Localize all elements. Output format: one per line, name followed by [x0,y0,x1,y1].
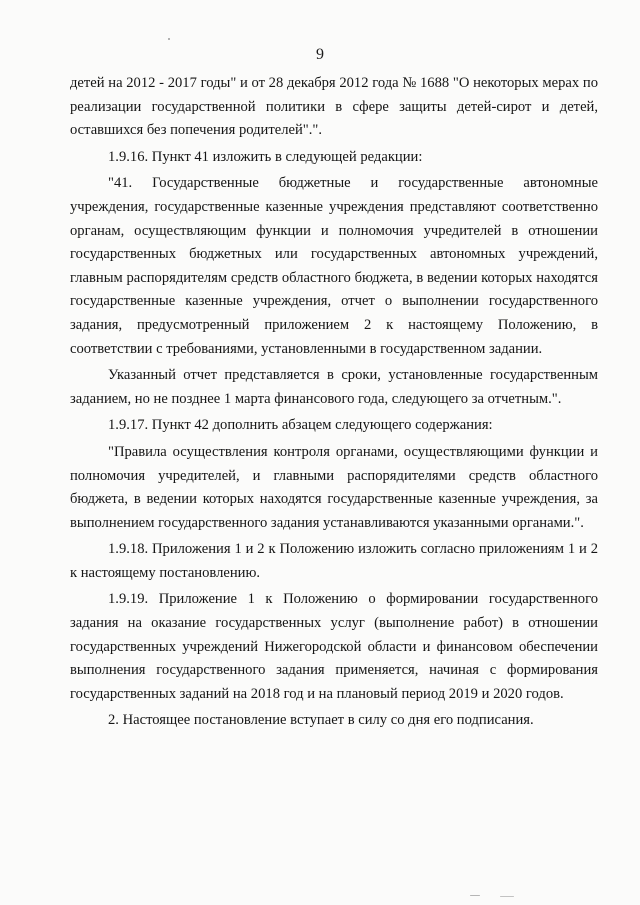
scan-speck [470,895,480,896]
page-number: 9 [316,46,324,63]
paragraph-effective-date: 2. Настоящее постановление вступает в силу со дня его подписания. [108,712,534,729]
paragraph-item-1-9-16: 1.9.16. Пункт 41 изложить в следующей редакции: [108,148,423,165]
paragraph-report-deadline: Указанный отчет представляется в сроки, установленные государственным заданием, но не позднее 1 марта финансового года, следующего за отчетным.". [70,367,598,407]
scan-speck [500,896,514,897]
paragraph-continuation: детей на 2012 - 2017 годы" и от 28 декабря 2012 года № 1688 "О некоторых мерах по реализации государственной политики в сфере защиты детей-сирот и детей, оставшихся без попечения родителей".". [70,75,598,139]
document-body [70,72,598,733]
paragraph-item-1-9-19: 1.9.19. Приложение 1 к Положению о формировании государственного задания на оказание государственных услуг (выполнение работ) в отношении государственных учреждений Нижегородской области и финансовом обеспечении выполнения государственного задания применяется, начиная с формирования государственных заданий на 2018 год и на плановый период 2019 и 2020 годов. [70,591,598,702]
paragraph-clause-41: "41. Государственные бюджетные и государственные автономные учреждения, государственные казенные учреждения представляют соответственно органам, осуществляющим функции и полномочия учредителей в отношении государственных бюджетных или государственных автономных учреждений, главным распорядителям средств областного бюджета, в ведении которых находятся государственные казенные учреждения, отчет о выполнении государственного задания, предусмотренный приложением 2 к настоящему Положению, в соответствии с требованиями, установленными в государственном задании. [70,175,598,357]
scan-speck [168,38,170,40]
paragraph-control-rules: "Правила осуществления контроля органами, осуществляющими функции и полномочия учредителей, и главными распорядителями средств областного бюджета, в ведении которых находятся государственные казенные учреждения, за выполнением государственного задания устанавливаются указанными органами.". [70,443,598,531]
paragraph-item-1-9-17: 1.9.17. Пункт 42 дополнить абзацем следующего содержания: [108,417,493,434]
paragraph-item-1-9-18: 1.9.18. Приложения 1 и 2 к Положению изложить согласно приложениям 1 и 2 к настоящему постановлению. [70,541,598,581]
